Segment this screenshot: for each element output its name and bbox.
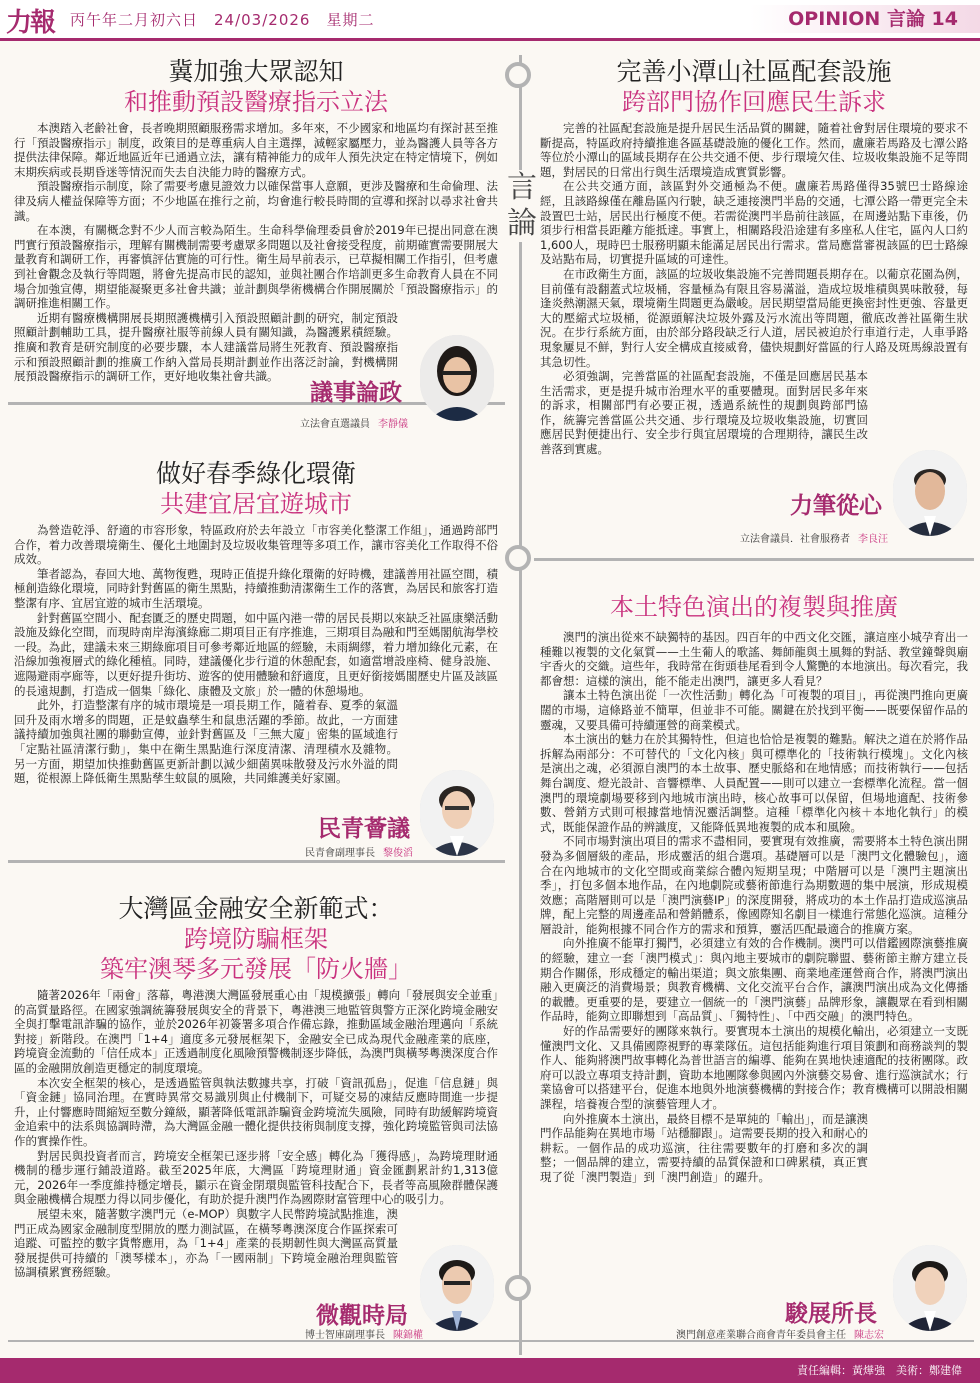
article-local-performance	[540, 592, 968, 1185]
author-byline: 澳門創意產業聯合商會青年委員會主任 陳志宏	[676, 1330, 884, 1341]
author-photo	[893, 450, 967, 536]
article-subtitle: 和推動預設醫療指示立法	[124, 88, 388, 116]
paragraph: 澳門的演出從來不缺獨特的基因。四百年的中西文化交匯，讓這座小城孕育出一種難以複製的文化氣質——土生葡人的歌謠、舞師龍與土風舞的對話、教堂鐘聲與廟宇香火的交織。這些年，我時常在街頭巷尾看到令人驚艷的本地演出。每次看完，我都會想：這樣的演出，能不能走出澳門，讓更多人看見？	[540, 630, 968, 688]
column-name: 議事論政	[310, 379, 402, 406]
column-name: 民青薈議	[318, 815, 410, 842]
article-title: 做好春季綠化環衛	[155, 459, 356, 488]
paragraph: 在市政衛生方面，該區的垃圾收集設施不完善問題長期存在。以葡京花園為例，目前僅有設翻蓋式垃圾桶，容量極為有限且容易滿溢，造成垃圾堆積與異味散發，每逢炎熱潮濕天氣，環境衛生問題更為嚴峻。居民期望當局能更換密封性更強、容量更大的壓縮式垃圾桶，從源頭解決垃圾外露及污水流出等問題，徹底改善社區衛生狀況。在步行系統方面，由於部分路段缺乏行人道，居民被迫於行車道行走，人車爭路現象屢見不鮮，對行人安全構成直接威脅，儘快規劃好當區的行人路及斑馬線設置有其急切性。	[540, 266, 968, 369]
paragraph: 對居民與投資者而言，跨境安全框架已逐步將「安全感」轉化為「獲得感」，為跨境理財通機制的穩步運行鋪設道路。截至2025年底，大灣區「跨境理財通」資金匯劃累計約1,313億元，2026年一季度維持穩定增長，顯示在資金閉環與監管科技配合下，長者等高風險群體保護與金融機構合規壓力得以同步優化，有助於提升澳門作為國際財富管理中心的吸引力。	[14, 1148, 498, 1207]
article-title: 大灣區金融安全新範式：	[118, 894, 394, 923]
issue-date: 丙午年二月初六日 24/03/2026 星期二	[70, 11, 375, 29]
paragraph: 展望未來，隨著數字澳門元（e-MOP）與數字人民幣跨境試點推進，澳門正成為國家金融制度型開放的壓力測試區，在橫琴粵澳深度合作區探索可追蹤、可監控的數字貨幣應用，為「1+4」產業的長期韌性與大灣區高質量發展提供可持續的「澳琴樣本」，亦為「一國兩制」下跨境金融治理與監管協調積累實務經驗。	[14, 1206, 398, 1280]
author-byline: 博士智庫副理事長 陳錦權	[305, 1330, 423, 1341]
paragraph: 本澳踏入老齡社會，長者晚期照顧服務需求增加。多年來，不少國家和地區均有探討甚至推行「預設醫療指示」制度，政策目的是尊重病人自主選擇，減輕家屬壓力，並為醫護人員等各方提供法律保障。鄰近地區近年已通過立法，讓有精神能力的成年人預先決定在特定情境下，例如末期疾病或長期昏迷等情況而失去自決能力時的醫療方式。	[14, 121, 498, 179]
page-footer: 責任編輯：黃燁強 美術：鄭建偉	[0, 1358, 980, 1383]
article-body	[540, 121, 968, 457]
paragraph: 針對舊區空間小、配套匱乏的歷史問題，如中區內港一帶的居民長期以來缺乏社區康樂活動設施及綠化空間，而現時南岸海濱綠廊二期項目正有序推進，三期項目為融和門至媽閣航海學校一段。為此，建議未來三期綠廊項目可參考鄰近地區的經驗，未雨綢繆，着力增加綠化元素，在沿線加強複層式的綠化種植。同時，建議優化步行道的休憩配套，如適當增設座椅、健身設施、遮陽避雨亭廊等，以更好提升街坊、遊客的使用體驗和舒適度，且更好銜接媽閣歷史片區及該區的長遠規劃，打造成一個集「綠化、康體及文旅」於一體的休憩場地。	[14, 610, 498, 698]
article-title: 完善小潭山社區配套設施	[616, 57, 892, 86]
article-subtitle: 共建宜居宜遊城市	[160, 490, 352, 518]
article-subtitle: 跨境防騙框架	[184, 925, 328, 953]
paragraph: 在公共交通方面，該區對外交通極為不便。盧廉若馬路僅得35號巴士路線途經，且該路線僅在離島區內行駛，缺乏連接澳門半島的交通，七潭公路一帶更完全未設置巴士站，居民出行極度不便。若需從澳門半島前往該區，在周邊站點下車後，仍須步行相當長距離方能抵達。事實上，相關路段沿途建有多座私人住宅，區內人口約1,600人，現時巴士服務明顯未能滿足居民出行需求。當局應當審視該區的巴士路線及站點布局，切實提升區域的可達性。	[540, 179, 968, 267]
paragraph: 筆者認為，春回大地、萬物復甦，現時正值提升綠化環衛的好時機，建議善用社區空間，積極創造綠化環境，同時針對舊區的衛生黑點，持續推動清潔衛生工作的落實，為居民和旅客打造整潔有序、宜居宜遊的城市生活環境。	[14, 566, 498, 610]
author-photo	[893, 1245, 967, 1331]
article-body	[14, 121, 498, 384]
article-subtitle: 跨部門協作回應民生訴求	[622, 88, 886, 116]
newspaper-logo: 力報	[6, 8, 55, 38]
column-name: 力筆從心	[790, 492, 882, 519]
author-byline: 立法會議員．社會服務者 李良汪	[740, 534, 888, 545]
spine-label: 言論	[507, 170, 537, 241]
column-name: 駿展所長	[785, 1300, 877, 1327]
paragraph: 此外，打造整潔有序的城市環境是一項長期工作，隨着春、夏季的氣溫回升及雨水增多的問題，正是蚊蟲孳生和鼠患活躍的季節。故此，一方面建議持續加強與社團的聯動宣傳，並針對舊區及「三無大廈」密集的區域進行「定點社區清潔行動」，集中在衛生黑點進行深度清潔、清理積水及雜物。另一方面，期望加快推動舊區更新計劃以減少細菌異味散發及污水外溢的問題，從根源上降低衛生黑點孳生蚊鼠的風險，共同維護美好家園。	[14, 698, 398, 786]
article-tai-vong-shan	[540, 56, 968, 457]
article-subtitle: 築牢澳琴多元發展「防火牆」	[100, 955, 412, 983]
paragraph: 不同市場對演出項目的需求不盡相同，要實現有效推廣，需要將本土特色演出開發為多個層級的產品，形成靈活的組合選項。基礎層可以是「澳門文化體驗包」，適合在內地城市的文化空間或商業綜合體內短期呈現；中階層可以是「澳門主題演出季」，打包多個本地作品，在內地劇院或藝術節進行為期數週的集中展演，形成規模效應；高階層則可以是「澳門演藝IP」的深度開發，將成功的本土作品打造成巡演品牌，配上完整的周邊產品和營銷體系，像國際知名劇目一樣進行常態化巡演。這種分層設計，能夠根據不同合作方的需求和預算，靈活匹配最適合的推廣方案。	[540, 834, 968, 936]
article-advance-directive	[14, 56, 498, 384]
article-greening	[14, 458, 498, 786]
author-photo	[420, 770, 494, 856]
paragraph: 本次安全框架的核心，是透過監管與執法數據共享，打破「資訊孤島」，促進「信息鏈」與「資金鏈」協同治理。在實時異常交易識別與止付機制下，可疑交易的凍結反應時間進一步提升，止付響應時間縮短至數分鐘級，顯著降低電訊詐騙資金跨境流失風險，同時有助緩解跨境資金追索中的法系與協調時滯，為大灣區金融一體化提供技術與制度支撐，強化跨境監管與司法協作的實操作性。	[14, 1075, 498, 1148]
paragraph: 好的作品需要好的團隊來執行。要實現本土演出的規模化輸出，必須建立一支既懂澳門文化、又具備國際視野的專業隊伍。這包括能夠進行項目策劃和商務談判的製作人、能夠將澳門故事轉化為普世語言的編導、能夠在異地快速適配的技術團隊。政府可以設立專項支持計劃，資助本地團隊參與國內外演藝交易會、進行巡演試水；行業協會可以搭建平台，促進本地與外地演藝機構的對接合作；教育機構可以開設相關課程，培養複合型的演藝管理人才。	[540, 1024, 968, 1111]
page-header	[0, 0, 980, 41]
paragraph: 近期有醫療機構開展長期照護機構引入預設照顧計劃的研究，制定預設照顧計劃輔助工具，提升醫療社服等前線人員有關知識，為醫護累積經驗。推廣和教育是研究制度的必要步驟，本人建議當局將生死教育、預設醫療指示和預設照顧計劃的推廣工作納入當局長期計劃並作出落泛討論，對機構開展預設醫療指示的調研工作，更好地收集社會共識。	[14, 310, 398, 384]
article-subtitle: 本土特色演出的複製與推廣	[610, 593, 898, 621]
paragraph: 為營造乾淨、舒適的市容形象，特區政府於去年設立「市容美化整潔工作組」，通過跨部門合作，着力改善環境衛生、優化土地圍封及垃圾收集管理等多項工作，讓市容美化工作取得不俗成效。	[14, 523, 498, 567]
article-body	[14, 988, 498, 1280]
article-title: 冀加強大眾認知	[168, 57, 344, 86]
section-label: OPINION 言論 14	[750, 5, 980, 33]
paragraph: 隨著2026年「兩會」落幕，粵港澳大灣區發展重心由「規模擴張」轉向「發展與安全並重」的高質量路徑。在國家強調統籌發展與安全的背景下，粵港澳三地監管與警方正深化跨境金融安全與打擊電訊詐騙的協作，並於2026年初簽署多項合作備忘錄，推動區域金融治理邁向「系統對接」新階段。在澳門「1+4」適度多元發展框架下，金融安全已成為現代金融產業的底座，跨境資金流動的「信任成本」正透過制度化風險預警機制逐步降低，為澳門與橫琴粵澳深度合作區的金融開放創造更穩定的制度環境。	[14, 988, 498, 1075]
article-body	[14, 523, 498, 786]
author-byline: 立法會直選議員 李靜儀	[300, 419, 408, 430]
divider	[8, 860, 505, 863]
paragraph: 向外推廣不能單打獨鬥，必須建立有效的合作機制。澳門可以借鑑國際演藝推廣的經驗，建立一套「澳門模式」：與內地主要城市的劇院聯盟、藝術節主辦方建立長期合作關係，形成穩定的輸出渠道；與文旅集團、商業地產運營商合作，將澳門演出融入更廣泛的消費場景；與教育機構、文化交流平台合作，讓澳門演出成為文化傳播的載體。更重要的是，要建立一個統一的「澳門演藝」品牌形象，讓觀眾在看到相關作品時，能夠立即聯想到「高品質」、「獨特性」、「中西交融」的澳門特色。	[540, 936, 968, 1024]
spine-ring-icon	[505, 545, 531, 571]
spine-ring-icon	[505, 62, 531, 88]
paragraph: 必須強調，完善當區的社區配套設施，不僅是回應居民基本生活需求，更是提升城市治理水平的重要體現。面對居民多年來的訴求，相關部門有必要正視，透過系統性的規劃與跨部門協作，統籌完善當區公共交通、步行環境及垃圾收集設施，切實回應居民對便捷出行、安全步行與宜居環境的合理期待，讓民生改善落到實處。	[540, 369, 868, 457]
paragraph: 預設醫療指示制度，除了需要考慮見證效力以確保當事人意願，更涉及醫療和生命倫理、法律及病人權益保障等方面；不少地區在推行之前，均會進行較長時間的宣導和探討以尋求社會共識。	[14, 179, 498, 223]
paragraph: 在本澳，有關概念對不少人而言較為陌生。生命科學倫理委員會於2019年已提出同意在澳門實行預設醫療指示，理解有關機制需要考慮眾多問題以及社會接受程度，前期確實需要開展大量教育和調研工作，再審慎評估實施的可行性。衛生局早前表示，已草擬相關工作指引，但考慮到社會觀念及執行等問題，將會先提高市民的認知，並與社團合作培訓更多生命教育人員在不同場合加強宣傳，期望能凝聚更多社會共識；並計劃與學術機構合作開展關於「預設醫療指示」的調研推進相關工作。	[14, 223, 498, 311]
paragraph: 讓本土特色演出從「一次性活動」轉化為「可複製的項目」，再從澳門推向更廣闊的市場，這條路並不簡單，但並非不可能。關鍵在於找到平衡——既要保留作品的靈魂，又要具備可持續運營的商業模式。	[540, 688, 968, 732]
article-bay-area-finance	[14, 893, 498, 1280]
author-byline: 民青會副理事長 黎俊滔	[305, 848, 413, 859]
column-name: 微觀時局	[316, 1302, 408, 1329]
author-photo	[420, 335, 494, 421]
article-body	[540, 630, 968, 1185]
center-spine	[519, 55, 522, 1355]
paragraph: 向外推廣本土演出，最終目標不是單純的「輸出」，而是讓澳門作品能夠在異地市場「站穩腳跟」。這需要長期的投入和耐心的耕耘。一個作品的成功巡演，往往需要數年的打磨和多次的調整；一個品牌的建立，需要持續的品質保證和口碑累積，真正實現了從「澳門製造」到「澳門創造」的躍升。	[540, 1111, 868, 1184]
paragraph: 本土演出的魅力在於其獨特性，但這也恰恰是複製的難點。解決之道在於將作品拆解為兩部分：不可替代的「文化內核」與可標準化的「技術執行模塊」。文化內核是演出之魂，必須源自澳門的本土故事、歷史脈絡和在地情感；而技術執行——包括舞台調度、燈光設計、音響標準、人員配置——則可以建立一套標準化流程。當一個澳門的環境劇場要移到內地城市演出時，核心故事可以保留，但場地適配、技術參數、營銷方式則可根據當地情況靈活調整。這種「標準化內核＋本地化執行」的模式，既能保證作品的辨識度，又能降低異地複製的成本和風險。	[540, 732, 968, 834]
author-photo	[420, 1245, 494, 1331]
spine-ring-icon	[505, 1275, 531, 1301]
paragraph: 完善的社區配套設施是提升居民生活品質的關鍵，隨着社會對居住環境的要求不斷提高，特區政府持續推進各區基礎設施的優化工作。然而，盧廉若馬路及七潭公路等位於小潭山的區域長期存在公共交通不便、步行環境欠佳、垃圾收集設施不足等問題，對居民的日常出行與生活環境造成實質影響。	[540, 121, 968, 179]
divider	[534, 558, 974, 561]
